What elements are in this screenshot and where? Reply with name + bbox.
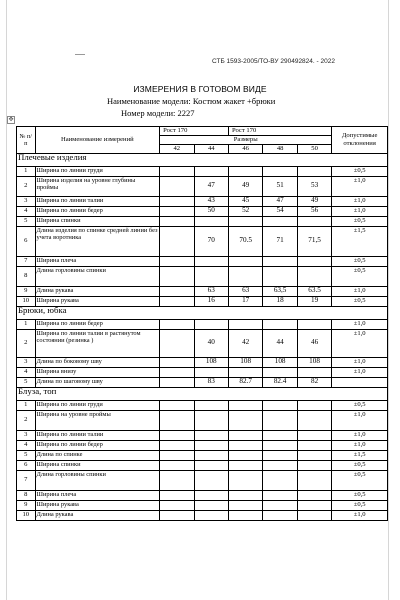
size-value-cell bbox=[160, 410, 194, 430]
row-number: 7 bbox=[17, 256, 36, 266]
measurement-name: Ширина рукава bbox=[35, 500, 160, 510]
measurement-name: Ширина внизу bbox=[35, 367, 160, 377]
tolerance-cell: ±1,0 bbox=[332, 430, 388, 440]
size-value-cell bbox=[228, 440, 262, 450]
tolerance-cell: ±1,0 bbox=[332, 440, 388, 450]
tolerance-cell: ±1,0 bbox=[332, 367, 388, 377]
size-value-cell bbox=[228, 430, 262, 440]
size-value-cell bbox=[160, 286, 194, 296]
table-row bbox=[17, 470, 388, 490]
size-value-cell bbox=[263, 500, 297, 510]
measurement-name: Длина изделия по спинке средней линии без учета воротника bbox=[35, 226, 160, 256]
tolerance-cell: ±0,5 bbox=[332, 166, 388, 176]
size-value-cell bbox=[263, 490, 297, 500]
size-value-cell bbox=[160, 296, 194, 306]
table-row bbox=[17, 490, 388, 500]
section-row bbox=[17, 153, 388, 166]
size-value-cell bbox=[297, 400, 331, 410]
size-value-cell: 40 bbox=[194, 329, 228, 357]
size-value-cell: 108 bbox=[263, 357, 297, 367]
table-row bbox=[17, 357, 388, 367]
tolerance-cell: ±1,0 bbox=[332, 510, 388, 520]
size-value-cell bbox=[160, 440, 194, 450]
size-value-cell bbox=[194, 450, 228, 460]
size-value-cell bbox=[228, 460, 262, 470]
size-value-cell bbox=[194, 500, 228, 510]
row-number: 3 bbox=[17, 357, 36, 367]
size-value-cell: 49 bbox=[228, 176, 262, 196]
measurement-name: Ширина по линии груди bbox=[35, 166, 160, 176]
size-value-cell bbox=[228, 266, 262, 286]
size-value-cell bbox=[263, 216, 297, 226]
size-value-cell bbox=[160, 176, 194, 196]
size-value-cell: 50 bbox=[194, 206, 228, 216]
measurement-name: Длина горловины спинки bbox=[35, 266, 160, 286]
row-number: 2 bbox=[17, 329, 36, 357]
size-value-cell: 82.7 bbox=[228, 377, 262, 387]
row-number: 5 bbox=[17, 450, 36, 460]
table-row bbox=[17, 216, 388, 226]
tolerance-cell: ±0,5 bbox=[332, 490, 388, 500]
table-row bbox=[17, 176, 388, 196]
table-row bbox=[17, 367, 388, 377]
size-value-cell bbox=[297, 256, 331, 266]
row-number: 8 bbox=[17, 490, 36, 500]
measurement-name: Ширина по линии груди bbox=[35, 400, 160, 410]
size-value-cell: 49 bbox=[297, 196, 331, 206]
size-header: 48 bbox=[263, 144, 297, 153]
size-value-cell bbox=[160, 329, 194, 357]
table-row bbox=[17, 206, 388, 216]
size-value-cell bbox=[263, 266, 297, 286]
size-value-cell bbox=[263, 367, 297, 377]
row-number: 4 bbox=[17, 440, 36, 450]
tolerance-cell: ±1,5 bbox=[332, 450, 388, 460]
table-row bbox=[17, 430, 388, 440]
size-value-cell: 52 bbox=[228, 206, 262, 216]
tolerance-cell: ±0,5 bbox=[332, 256, 388, 266]
size-value-cell bbox=[297, 430, 331, 440]
tolerance-cell: ±0,5 bbox=[332, 266, 388, 286]
size-value-cell: 19 bbox=[297, 296, 331, 306]
row-number: 5 bbox=[17, 216, 36, 226]
table-move-handle-icon[interactable]: ✥ bbox=[8, 116, 14, 123]
measurement-name: Длина горловины спинки bbox=[35, 470, 160, 490]
size-value-cell: 53 bbox=[297, 176, 331, 196]
size-value-cell: 108 bbox=[194, 357, 228, 367]
size-value-cell bbox=[160, 206, 194, 216]
row-number: 4 bbox=[17, 367, 36, 377]
size-value-cell bbox=[297, 450, 331, 460]
row-number: 1 bbox=[17, 400, 36, 410]
page-title: ИЗМЕРЕНИЯ В ГОТОВОМ ВИДЕ bbox=[133, 84, 267, 94]
row-number: 3 bbox=[17, 196, 36, 206]
measurement-name: Длина рукава bbox=[35, 510, 160, 520]
size-value-cell bbox=[263, 400, 297, 410]
measurement-name: Ширина по линии бедер bbox=[35, 206, 160, 216]
size-value-cell bbox=[194, 440, 228, 450]
tolerance-cell: ±1,0 bbox=[332, 410, 388, 430]
size-value-cell bbox=[160, 357, 194, 367]
tolerance-cell: ±1,0 bbox=[332, 319, 388, 329]
table-row bbox=[17, 166, 388, 176]
size-value-cell bbox=[263, 450, 297, 460]
size-value-cell bbox=[228, 510, 262, 520]
row-number: 5 bbox=[17, 377, 36, 387]
size-header: 50 bbox=[297, 144, 331, 153]
size-value-cell: 83 bbox=[194, 377, 228, 387]
row-number: 10 bbox=[17, 296, 36, 306]
size-value-cell: 45 bbox=[228, 196, 262, 206]
table-row bbox=[17, 226, 388, 256]
size-value-cell: 82 bbox=[297, 377, 331, 387]
model-name: Наименование модели: Костюм жакет +брюки bbox=[107, 96, 276, 106]
size-header: 42 bbox=[160, 144, 194, 153]
size-value-cell bbox=[297, 166, 331, 176]
header-number: № п/ п bbox=[17, 127, 36, 154]
size-value-cell bbox=[297, 440, 331, 450]
size-value-cell bbox=[160, 470, 194, 490]
size-value-cell bbox=[194, 166, 228, 176]
size-value-cell bbox=[194, 266, 228, 286]
header-rost-2: Рост 170 bbox=[228, 127, 331, 136]
row-number: 6 bbox=[17, 226, 36, 256]
measurement-name: Ширина по линии талии bbox=[35, 430, 160, 440]
size-value-cell bbox=[263, 319, 297, 329]
size-value-cell bbox=[228, 450, 262, 460]
table-row bbox=[17, 266, 388, 286]
size-value-cell bbox=[194, 256, 228, 266]
size-value-cell: 63 bbox=[228, 286, 262, 296]
size-value-cell: 82.4 bbox=[263, 377, 297, 387]
size-value-cell bbox=[160, 510, 194, 520]
table-row bbox=[17, 460, 388, 470]
table-row bbox=[17, 319, 388, 329]
size-value-cell bbox=[194, 430, 228, 440]
size-value-cell bbox=[263, 460, 297, 470]
tolerance-cell: ±1,0 bbox=[332, 286, 388, 296]
measurement-name: Ширина изделия на уровне глубины проймы bbox=[35, 176, 160, 196]
row-number: 8 bbox=[17, 266, 36, 286]
size-value-cell bbox=[194, 410, 228, 430]
size-value-cell bbox=[228, 216, 262, 226]
size-value-cell: 70 bbox=[194, 226, 228, 256]
size-value-cell bbox=[297, 460, 331, 470]
size-value-cell bbox=[263, 470, 297, 490]
size-value-cell bbox=[297, 410, 331, 430]
table-row bbox=[17, 510, 388, 520]
size-value-cell bbox=[297, 266, 331, 286]
tolerance-cell: ±1,5 bbox=[332, 226, 388, 256]
tolerance-cell: ±0,5 bbox=[332, 500, 388, 510]
size-value-cell bbox=[160, 266, 194, 286]
size-value-cell: 51 bbox=[263, 176, 297, 196]
section-title: Блуза, топ bbox=[17, 387, 388, 400]
size-value-cell bbox=[228, 490, 262, 500]
tolerance-cell: ±1,0 bbox=[332, 196, 388, 206]
table-row bbox=[17, 410, 388, 430]
measurement-name: Ширина спинки bbox=[35, 460, 160, 470]
size-value-cell: 46 bbox=[297, 329, 331, 357]
size-value-cell bbox=[160, 430, 194, 440]
size-value-cell bbox=[228, 256, 262, 266]
size-value-cell bbox=[160, 256, 194, 266]
tolerance-cell: ±0,5 bbox=[332, 460, 388, 470]
measurement-name: Ширина по линии бедер bbox=[35, 319, 160, 329]
row-number: 10 bbox=[17, 510, 36, 520]
size-value-cell: 63.5 bbox=[297, 286, 331, 296]
size-value-cell: 42 bbox=[228, 329, 262, 357]
size-value-cell bbox=[297, 319, 331, 329]
size-value-cell: 70.5 bbox=[228, 226, 262, 256]
size-value-cell bbox=[263, 256, 297, 266]
section-title: Брюки, юбка bbox=[17, 306, 388, 319]
size-value-cell: 71,5 bbox=[297, 226, 331, 256]
size-value-cell bbox=[228, 319, 262, 329]
tolerance-cell: ±0,5 bbox=[332, 400, 388, 410]
header-sizes: Размеры bbox=[160, 136, 332, 145]
size-value-cell bbox=[228, 500, 262, 510]
section-title: Плечевые изделия bbox=[17, 153, 388, 166]
tolerance-cell: ±1,0 bbox=[332, 329, 388, 357]
row-number: 7 bbox=[17, 470, 36, 490]
section-row bbox=[17, 306, 388, 319]
size-value-cell bbox=[194, 367, 228, 377]
size-value-cell bbox=[194, 460, 228, 470]
size-value-cell bbox=[160, 166, 194, 176]
size-value-cell bbox=[297, 470, 331, 490]
size-value-cell bbox=[194, 510, 228, 520]
row-number: 1 bbox=[17, 319, 36, 329]
measurement-name: Ширина по линии талии bbox=[35, 196, 160, 206]
size-value-cell: 47 bbox=[263, 196, 297, 206]
measurement-name: Ширина плеча bbox=[35, 490, 160, 500]
size-value-cell bbox=[160, 367, 194, 377]
size-value-cell bbox=[160, 490, 194, 500]
section-row bbox=[17, 387, 388, 400]
measurement-name: Ширина спинки bbox=[35, 216, 160, 226]
header-mark bbox=[75, 54, 85, 55]
size-value-cell bbox=[160, 460, 194, 470]
table-row bbox=[17, 286, 388, 296]
size-value-cell: 47 bbox=[194, 176, 228, 196]
measurements-table bbox=[16, 126, 388, 521]
size-value-cell: 56 bbox=[297, 206, 331, 216]
table-row bbox=[17, 400, 388, 410]
tolerance-cell: ±0,5 bbox=[332, 216, 388, 226]
size-value-cell: 18 bbox=[263, 296, 297, 306]
tolerance-cell: ±1,0 bbox=[332, 357, 388, 367]
measurement-name: Длина рукава bbox=[35, 286, 160, 296]
row-number: 4 bbox=[17, 206, 36, 216]
measurement-name: Длина по спинке bbox=[35, 450, 160, 460]
size-value-cell bbox=[160, 450, 194, 460]
size-value-cell bbox=[263, 410, 297, 430]
table-row bbox=[17, 256, 388, 266]
size-header: 44 bbox=[194, 144, 228, 153]
size-value-cell bbox=[194, 400, 228, 410]
table-row bbox=[17, 450, 388, 460]
size-value-cell: 71 bbox=[263, 226, 297, 256]
row-number: 3 bbox=[17, 430, 36, 440]
size-value-cell bbox=[263, 166, 297, 176]
measurement-name: Ширина рукава bbox=[35, 296, 160, 306]
tolerance-cell bbox=[332, 377, 388, 387]
tolerance-cell: ±0,5 bbox=[332, 470, 388, 490]
size-value-cell bbox=[263, 510, 297, 520]
size-value-cell bbox=[228, 166, 262, 176]
size-value-cell bbox=[297, 510, 331, 520]
row-number: 2 bbox=[17, 410, 36, 430]
size-value-cell bbox=[297, 216, 331, 226]
size-value-cell: 108 bbox=[297, 357, 331, 367]
size-value-cell: 63 bbox=[194, 286, 228, 296]
table-row bbox=[17, 500, 388, 510]
measurement-name: Длина по боковому шву bbox=[35, 357, 160, 367]
measurement-name: Ширина на уровне проймы bbox=[35, 410, 160, 430]
size-value-cell bbox=[160, 500, 194, 510]
size-value-cell bbox=[160, 377, 194, 387]
size-value-cell: 63,5 bbox=[263, 286, 297, 296]
row-number: 1 bbox=[17, 166, 36, 176]
size-value-cell bbox=[194, 490, 228, 500]
size-header: 46 bbox=[228, 144, 262, 153]
size-value-cell bbox=[160, 319, 194, 329]
size-value-cell: 17 bbox=[228, 296, 262, 306]
size-value-cell bbox=[160, 216, 194, 226]
row-number: 9 bbox=[17, 286, 36, 296]
size-value-cell bbox=[194, 216, 228, 226]
size-value-cell: 54 bbox=[263, 206, 297, 216]
row-number: 6 bbox=[17, 460, 36, 470]
size-value-cell bbox=[228, 367, 262, 377]
tolerance-cell: ±1,0 bbox=[332, 176, 388, 196]
size-value-cell: 16 bbox=[194, 296, 228, 306]
standard-reference: СТБ 1593-2005/ТО-ВУ 290492824. - 2022 bbox=[212, 58, 335, 65]
measurement-name: Ширина по линии бедер bbox=[35, 440, 160, 450]
size-value-cell bbox=[297, 367, 331, 377]
table-row bbox=[17, 196, 388, 206]
row-number: 2 bbox=[17, 176, 36, 196]
measurement-name: Ширина плеча bbox=[35, 256, 160, 266]
size-value-cell bbox=[297, 490, 331, 500]
size-value-cell bbox=[194, 470, 228, 490]
measurement-name: Ширина по линии талии в растянутом состоянии (резинка ) bbox=[35, 329, 160, 357]
size-value-cell bbox=[160, 226, 194, 256]
size-value-cell: 44 bbox=[263, 329, 297, 357]
size-value-cell bbox=[228, 470, 262, 490]
size-value-cell bbox=[160, 400, 194, 410]
table-row bbox=[17, 377, 388, 387]
table-body bbox=[17, 153, 388, 520]
size-value-cell bbox=[297, 500, 331, 510]
model-number: Номер модели: 2227 bbox=[121, 108, 195, 118]
size-value-cell bbox=[160, 196, 194, 206]
table-row bbox=[17, 440, 388, 450]
size-value-cell bbox=[228, 400, 262, 410]
tolerance-cell: ±0,5 bbox=[332, 296, 388, 306]
size-value-cell: 43 bbox=[194, 196, 228, 206]
measurement-name: Длина по шаговому шву bbox=[35, 377, 160, 387]
header-name: Наименование измерений bbox=[35, 127, 160, 154]
header-tolerance: Допустимые отклонения bbox=[332, 127, 388, 154]
size-value-cell bbox=[263, 430, 297, 440]
row-number: 9 bbox=[17, 500, 36, 510]
table-row bbox=[17, 329, 388, 357]
size-value-cell: 108 bbox=[228, 357, 262, 367]
size-value-cell bbox=[228, 410, 262, 430]
header-rost-1: Рост 170 bbox=[160, 127, 229, 136]
size-value-cell bbox=[194, 319, 228, 329]
tolerance-cell: ±1,0 bbox=[332, 206, 388, 216]
table-row bbox=[17, 296, 388, 306]
size-value-cell bbox=[263, 440, 297, 450]
